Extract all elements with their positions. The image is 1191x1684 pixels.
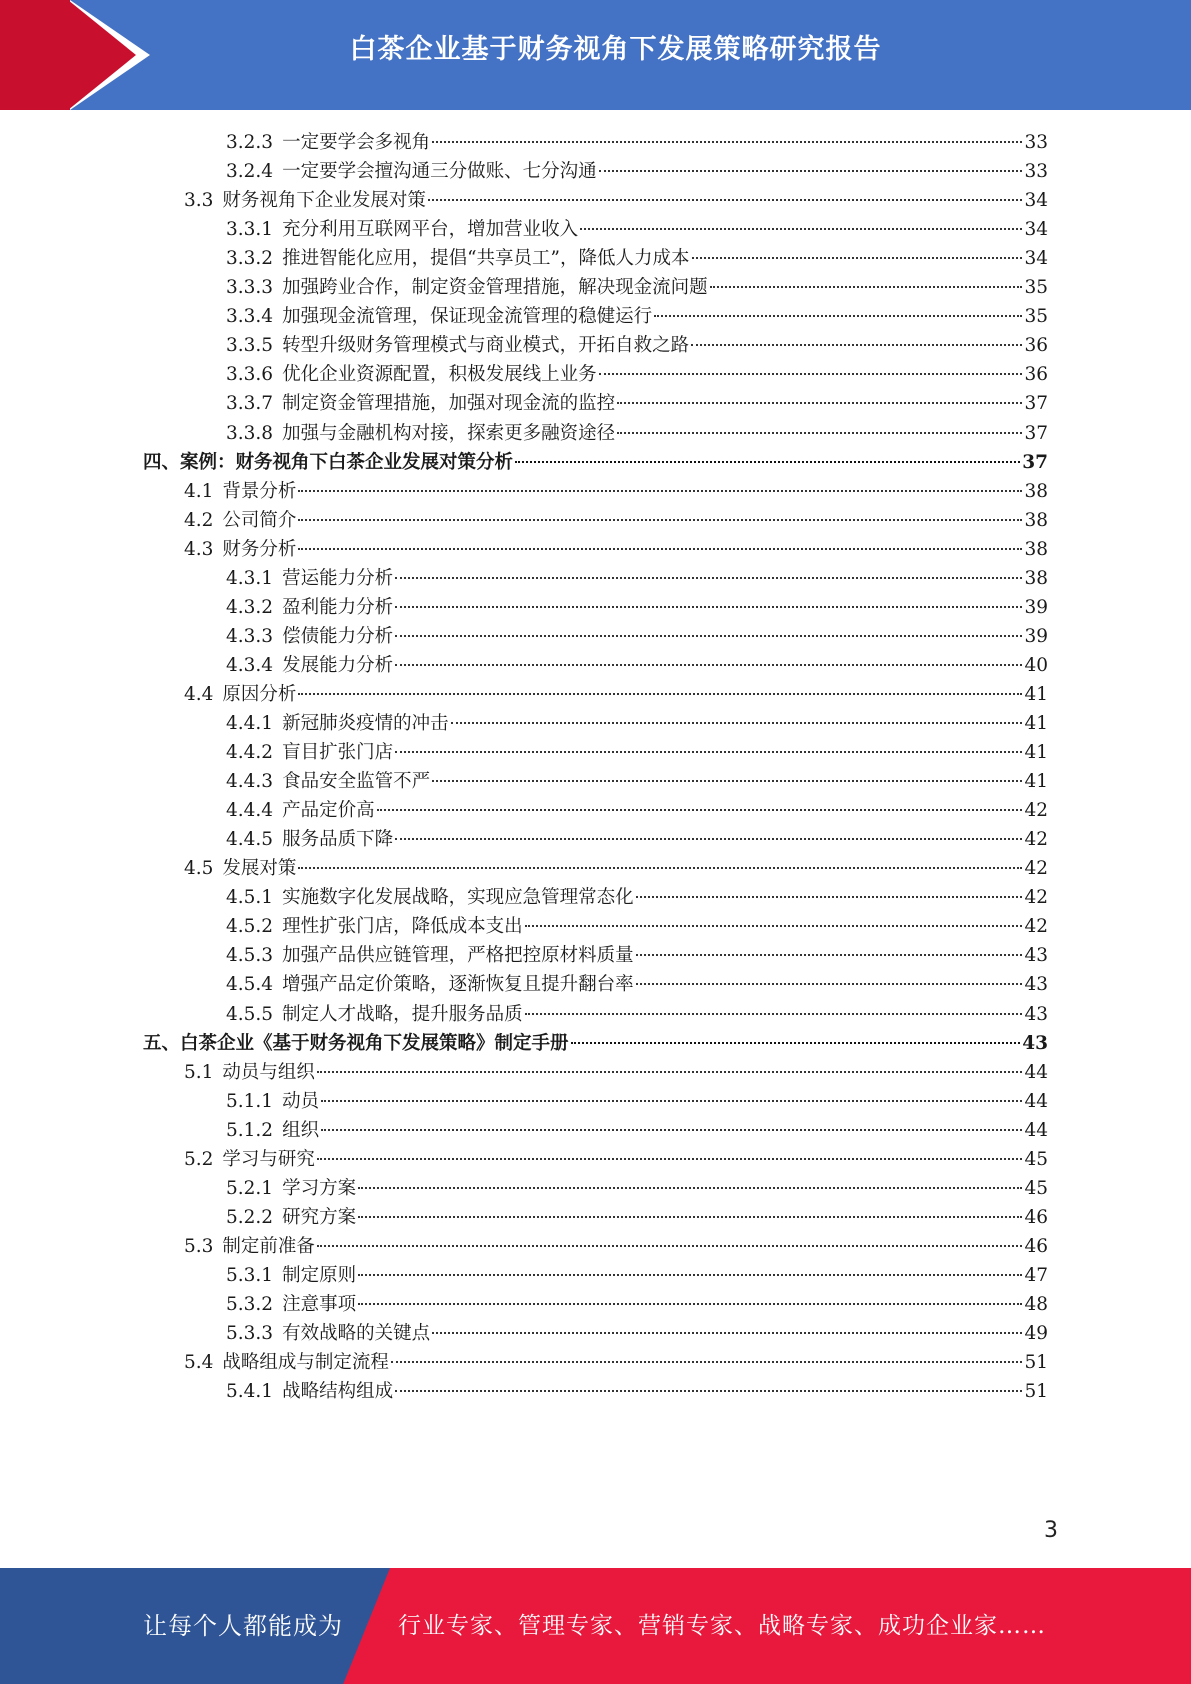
toc-entry-number: 5.4.1 (226, 1381, 274, 1403)
toc-entry-number: 5.1 (184, 1061, 214, 1083)
toc-entry-title: 营运能力分析 (282, 567, 394, 589)
toc-entry-page: 40 (1024, 654, 1048, 676)
toc-entry-title: 有效战略的关键点 (282, 1323, 431, 1345)
toc-entry-number: 5.4 (184, 1352, 214, 1374)
toc-entry-page: 43 (1024, 1003, 1048, 1025)
toc-dot-leader (432, 141, 1022, 143)
toc-entry[interactable] (226, 824, 1048, 855)
toc-entry-title: 优化企业资源配置，积极发展线上业务 (282, 364, 597, 386)
toc-entry[interactable] (226, 708, 1048, 739)
toc-entry-number: 5.2.1 (226, 1177, 274, 1199)
toc-entry[interactable] (226, 330, 1048, 361)
toc-entry-page: 41 (1024, 742, 1048, 764)
toc-dot-leader (580, 228, 1022, 230)
toc-entry[interactable] (184, 505, 1048, 536)
toc-entry[interactable] (184, 185, 1048, 216)
toc-entry-page: 35 (1024, 277, 1048, 299)
toc-entry[interactable] (184, 853, 1048, 884)
toc-entry[interactable] (143, 1028, 1048, 1059)
toc-entry[interactable] (226, 1289, 1048, 1320)
toc-entry-number: 5.3.1 (226, 1264, 274, 1286)
toc-entry-number: 4.1 (184, 480, 214, 502)
toc-entry-number: 5.3.3 (226, 1323, 274, 1345)
toc-entry-number: 4.5.5 (226, 1003, 274, 1025)
toc-dot-leader (298, 548, 1022, 550)
toc-entry[interactable] (226, 766, 1048, 797)
toc-entry-title: 战略组成与制定流程 (222, 1352, 389, 1374)
toc-dot-leader (710, 286, 1023, 288)
toc-entry-number: 4.4.3 (226, 771, 274, 793)
toc-dot-leader (298, 693, 1022, 695)
toc-entry-title: 制定人才战略，提升服务品质 (282, 1003, 523, 1025)
toc-dot-leader (395, 635, 1022, 637)
toc-entry-title: 制定原则 (282, 1264, 357, 1286)
toc-entry-number: 3.3 (184, 190, 214, 212)
toc-entry[interactable] (226, 940, 1048, 971)
toc-entry-page: 38 (1024, 567, 1048, 589)
toc-entry-title: 财务分析 (222, 538, 297, 560)
toc-entry-page: 43 (1024, 974, 1048, 996)
toc-dot-leader (317, 1158, 1023, 1160)
toc-dot-leader (599, 373, 1023, 375)
toc-dot-leader (317, 1071, 1023, 1073)
toc-entry[interactable] (226, 1086, 1048, 1117)
toc-dot-leader (636, 896, 1023, 898)
toc-entry-page: 35 (1024, 306, 1048, 328)
toc-entry[interactable] (226, 156, 1048, 187)
toc-entry[interactable] (226, 621, 1048, 652)
toc-entry-number: 3.3.1 (226, 219, 274, 241)
toc-entry-title: 制定资金管理措施，加强对现金流的监控 (282, 393, 616, 415)
toc-entry[interactable] (226, 243, 1048, 274)
toc-entry-page: 42 (1024, 887, 1048, 909)
toc-dot-leader (525, 1013, 1023, 1015)
toc-dot-leader (636, 954, 1023, 956)
document-title: 白茶企业基于财务视角下发展策略研究报告 (349, 34, 882, 65)
toc-dot-leader (395, 577, 1022, 579)
toc-entry-title: 发展能力分析 (282, 654, 394, 676)
toc-dot-leader (358, 1274, 1022, 1276)
page-number: 3 (1044, 1518, 1058, 1543)
toc-entry-number: 5.3 (184, 1235, 214, 1257)
toc-entry-page: 44 (1024, 1119, 1048, 1141)
toc-entry[interactable] (184, 679, 1048, 710)
toc-entry-number: 4.3.2 (226, 596, 274, 618)
toc-dot-leader (617, 402, 1022, 404)
toc-entry-number: 5.2.2 (226, 1206, 274, 1228)
toc-dot-leader (395, 1390, 1022, 1392)
toc-entry-page: 39 (1024, 625, 1048, 647)
toc-entry[interactable] (226, 969, 1048, 1000)
toc-entry-page: 37 (1024, 422, 1048, 444)
toc-entry-page: 47 (1024, 1264, 1048, 1286)
toc-entry[interactable] (226, 999, 1048, 1030)
toc-entry[interactable] (226, 418, 1048, 449)
toc-dot-leader (599, 170, 1023, 172)
toc-entry-title: 加强产品供应链管理，严格把控原材料质量 (282, 945, 634, 967)
toc-entry-number: 3.2.3 (226, 132, 274, 153)
toc-entry-number: 4.5.3 (226, 945, 274, 967)
toc-entry-number: 5.1.1 (226, 1090, 274, 1112)
toc-entry-page: 41 (1024, 683, 1048, 705)
toc-entry[interactable] (226, 388, 1048, 419)
toc-dot-leader (654, 315, 1022, 317)
toc-entry-number: 4.4.4 (226, 800, 274, 822)
toc-entry-page: 34 (1024, 219, 1048, 241)
toc-entry-page: 37 (1022, 451, 1048, 473)
toc-entry-title: 发展对策 (222, 858, 297, 880)
toc-dot-leader (298, 490, 1022, 492)
toc-entry-title: 增强产品定价策略，逐渐恢复且提升翻台率 (282, 974, 634, 996)
toc-entry-page: 41 (1024, 713, 1048, 734)
toc-entry-number: 4.4.1 (226, 713, 274, 734)
toc-entry-number: 4.5.4 (226, 974, 274, 996)
toc-entry-title: 盈利能力分析 (282, 596, 394, 618)
toc-entry-page: 51 (1024, 1381, 1048, 1403)
toc-entry[interactable] (226, 1115, 1048, 1146)
toc-entry[interactable] (184, 1057, 1048, 1088)
toc-entry-title: 充分利用互联网平台，增加营业收入 (282, 219, 579, 241)
toc-entry-title: 盲目扩张门店 (282, 742, 394, 764)
toc-dot-leader (395, 751, 1022, 753)
toc-entry-title: 动员 (282, 1090, 320, 1112)
toc-dot-leader (395, 664, 1022, 666)
toc-entry-page: 34 (1024, 190, 1048, 212)
toc-entry-title: 制定前准备 (222, 1235, 315, 1257)
toc-entry[interactable] (226, 272, 1048, 303)
toc-entry-page: 38 (1024, 538, 1048, 560)
toc-entry-title: 产品定价高 (282, 800, 375, 822)
toc-entry[interactable] (184, 534, 1048, 565)
toc-entry-number: 5.1.2 (226, 1119, 274, 1141)
toc-entry-title: 新冠肺炎疫情的冲击 (282, 713, 449, 734)
toc-entry[interactable] (226, 1202, 1048, 1233)
toc-entry-page: 44 (1024, 1090, 1048, 1112)
toc-entry-title: 转型升级财务管理模式与商业模式，开拓自救之路 (282, 335, 690, 357)
toc-entry-page: 43 (1022, 1032, 1048, 1054)
toc-entry-page: 36 (1024, 364, 1048, 386)
toc-entry-page: 33 (1024, 161, 1048, 183)
toc-dot-leader (636, 983, 1023, 985)
toc-entry-number: 3.3.5 (226, 335, 274, 357)
toc-entry-title: 四、案例：财务视角下白茶企业发展对策分析 (143, 451, 514, 473)
toc-entry-page: 34 (1024, 248, 1048, 270)
toc-entry-page: 42 (1024, 916, 1048, 938)
toc-entry[interactable] (226, 1318, 1048, 1349)
toc-dot-leader (432, 1332, 1022, 1334)
toc-entry-page: 42 (1024, 829, 1048, 851)
toc-dot-leader (391, 1361, 1023, 1363)
toc-dot-leader (358, 1187, 1022, 1189)
toc-entry-title: 动员与组织 (222, 1061, 315, 1083)
toc-entry[interactable] (226, 592, 1048, 623)
toc-entry-number: 4.3.3 (226, 625, 274, 647)
toc-entry-page: 39 (1024, 596, 1048, 618)
toc-dot-leader (321, 1129, 1022, 1131)
toc-entry[interactable] (143, 447, 1048, 478)
toc-dot-leader (451, 722, 1023, 724)
toc-entry-title: 食品安全监管不严 (282, 771, 431, 793)
toc-entry-number: 4.4.5 (226, 829, 274, 851)
toc-entry-page: 33 (1024, 132, 1048, 153)
toc-entry[interactable] (226, 214, 1048, 245)
toc-dot-leader (617, 432, 1022, 434)
toc-entry-page: 41 (1024, 771, 1048, 793)
toc-dot-leader (298, 867, 1022, 869)
toc-entry-title: 组织 (282, 1119, 320, 1141)
toc-dot-leader (377, 809, 1023, 811)
toc-entry-title: 加强现金流管理，保证现金流管理的稳健运行 (282, 306, 653, 328)
toc-entry-title: 学习与研究 (222, 1148, 315, 1170)
toc-entry-number: 5.3.2 (226, 1294, 274, 1315)
toc-dot-leader (515, 461, 1020, 463)
toc-dot-leader (317, 1245, 1023, 1247)
toc-dot-leader (321, 1100, 1022, 1102)
toc-dot-leader (432, 780, 1022, 782)
toc-dot-leader (395, 838, 1022, 840)
toc-entry-title: 学习方案 (282, 1177, 357, 1199)
toc-entry-title: 战略结构组成 (282, 1381, 394, 1403)
toc-entry-number: 4.4 (184, 683, 214, 705)
toc-entry[interactable] (226, 882, 1048, 913)
toc-entry-page: 51 (1024, 1352, 1048, 1374)
toc-entry-number: 3.3.3 (226, 277, 274, 299)
toc-entry-page: 42 (1024, 800, 1048, 822)
toc-entry-page: 49 (1024, 1323, 1048, 1345)
toc-dot-leader (428, 199, 1023, 201)
toc-entry[interactable] (226, 1376, 1048, 1407)
toc-entry-page: 45 (1024, 1148, 1048, 1170)
toc-entry-title: 服务品质下降 (282, 829, 394, 851)
page-footer (0, 1568, 1191, 1684)
toc-entry-number: 3.3.7 (226, 393, 274, 415)
toc-entry[interactable] (184, 476, 1048, 507)
toc-entry[interactable] (226, 563, 1048, 594)
toc-dot-leader (395, 606, 1022, 608)
toc-entry-title: 加强与金融机构对接，探索更多融资途径 (282, 422, 616, 444)
toc-entry-number: 4.4.2 (226, 742, 274, 764)
toc-entry-title: 研究方案 (282, 1206, 357, 1228)
toc-entry-number: 4.5 (184, 858, 214, 880)
toc-entry-number: 3.3.2 (226, 248, 274, 270)
toc-entry-title: 背景分析 (222, 480, 297, 502)
toc-dot-leader (298, 519, 1022, 521)
toc-entry-page: 48 (1024, 1294, 1048, 1315)
toc-entry[interactable] (184, 1144, 1048, 1175)
toc-entry-number: 5.2 (184, 1148, 214, 1170)
toc-dot-leader (525, 925, 1023, 927)
toc-dot-leader (358, 1303, 1022, 1305)
toc-entry-page: 46 (1024, 1235, 1048, 1257)
toc-entry[interactable] (226, 301, 1048, 332)
toc-entry-title: 原因分析 (222, 683, 297, 705)
toc-entry-number: 3.3.8 (226, 422, 274, 444)
footer-slogan-right: 行业专家、管理专家、营销专家、战略专家、成功企业家…… (398, 1613, 1046, 1639)
toc-entry[interactable] (226, 359, 1048, 390)
toc-entry-number: 3.3.6 (226, 364, 274, 386)
toc-entry-number: 3.2.4 (226, 161, 274, 183)
toc-entry[interactable] (184, 1231, 1048, 1262)
toc-entry-title: 一定要学会多视角 (282, 132, 431, 153)
toc-entry-title: 加强跨业合作，制定资金管理措施，解决现金流问题 (282, 277, 708, 299)
toc-entry-title: 注意事项 (282, 1294, 357, 1315)
toc-entry-page: 43 (1024, 945, 1048, 967)
toc-entry-page: 44 (1024, 1061, 1048, 1083)
toc-entry[interactable] (226, 650, 1048, 681)
toc-dot-leader (692, 257, 1023, 259)
toc-entry-page: 36 (1024, 335, 1048, 357)
toc-entry[interactable] (184, 1347, 1048, 1378)
toc-entry[interactable] (226, 737, 1048, 768)
toc-entry-page: 38 (1024, 480, 1048, 502)
toc-entry-page: 38 (1024, 509, 1048, 531)
toc-entry[interactable] (226, 911, 1048, 942)
toc-entry-page: 42 (1024, 858, 1048, 880)
toc-dot-leader (571, 1042, 1021, 1044)
toc-entry-title: 财务视角下企业发展对策 (222, 190, 426, 212)
toc-entry-page: 46 (1024, 1206, 1048, 1228)
toc-entry-title: 推进智能化应用，提倡“共享员工”，降低人力成本 (282, 248, 690, 270)
toc-entry-title: 公司简介 (222, 509, 297, 531)
toc-entry-number: 3.3.4 (226, 306, 274, 328)
toc-dot-leader (358, 1216, 1022, 1218)
toc-entry[interactable] (226, 795, 1048, 826)
toc-entry-page: 37 (1024, 393, 1048, 415)
toc-entry-title: 偿债能力分析 (282, 625, 394, 647)
toc-entry-number: 4.5.2 (226, 916, 274, 938)
toc-entry-number: 4.3 (184, 538, 214, 560)
toc-dot-leader (691, 344, 1022, 346)
toc-entry[interactable] (226, 127, 1048, 158)
toc-entry-number: 4.3.1 (226, 567, 274, 589)
footer-slogan-left: 让每个人都能成为 (143, 1612, 343, 1640)
toc-entry-number: 4.5.1 (226, 887, 274, 909)
page-header (0, 0, 1191, 110)
toc-entry-title: 实施数字化发展战略，实现应急管理常态化 (282, 887, 634, 909)
toc-entry-number: 4.2 (184, 509, 214, 531)
toc-entry-title: 五、白茶企业《基于财务视角下发展策略》制定手册 (143, 1032, 569, 1054)
toc-entry-title: 理性扩张门店，降低成本支出 (282, 916, 523, 938)
toc-entry[interactable] (226, 1173, 1048, 1204)
toc-entry[interactable] (226, 1260, 1048, 1291)
toc-entry-title: 一定要学会擅沟通三分做账、七分沟通 (282, 161, 597, 183)
toc-entry-page: 45 (1024, 1177, 1048, 1199)
toc-entry-number: 4.3.4 (226, 654, 274, 676)
